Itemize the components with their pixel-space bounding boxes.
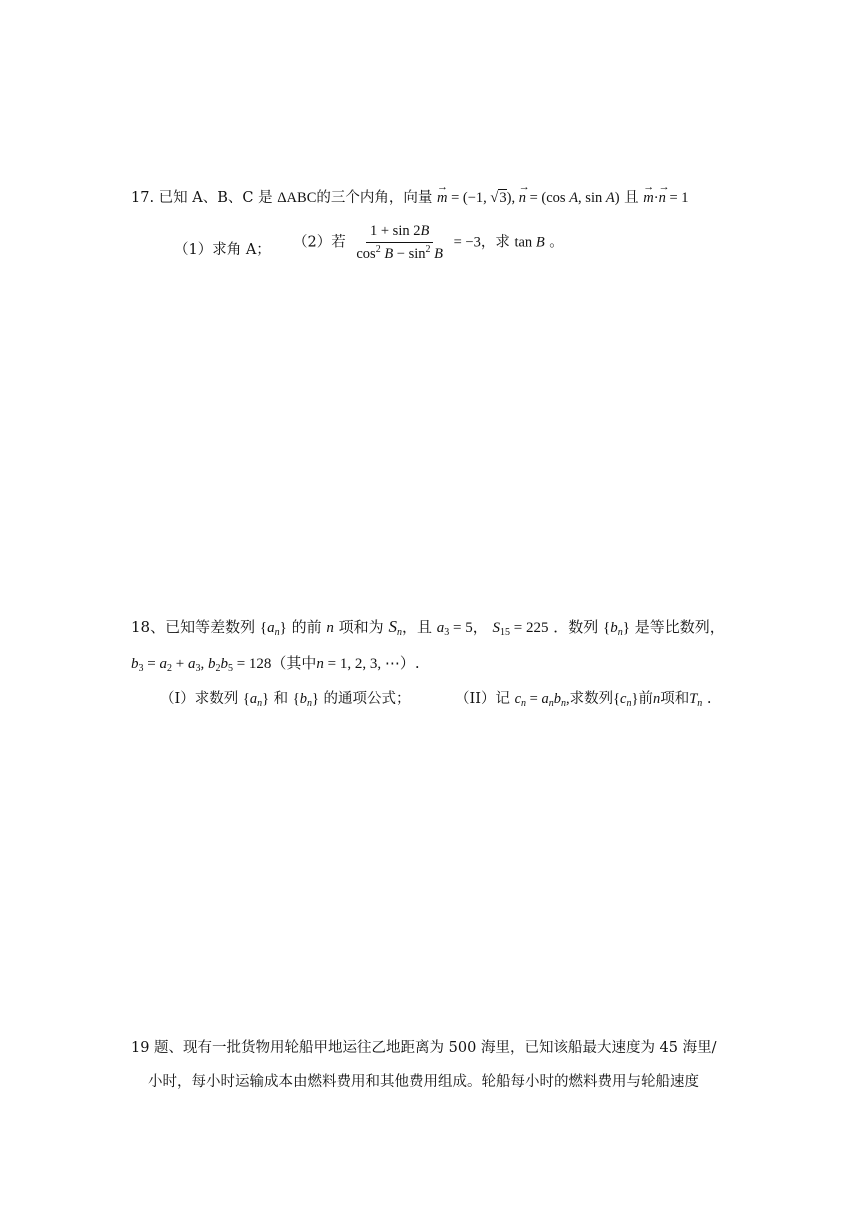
q18-sn: $S_n$ [388, 617, 402, 638]
q18-part2-b: 求数列 [569, 691, 614, 707]
q18-n-values: n = 1, 2, 3, ⋯ [316, 656, 400, 672]
q17-part2-suffix: ，求 [480, 234, 510, 251]
q18-text6: 是等比数列， [634, 618, 725, 636]
q18-part2-e: . [706, 691, 712, 707]
q18-cn-def: $c_n = a_nb_n$, [514, 691, 570, 709]
q17-tanb: tan B [514, 234, 545, 251]
q17-and: 且 [624, 190, 639, 206]
q18-cn-seq: $\{c_n\}$ [613, 691, 639, 709]
q18-text4: ， [472, 618, 488, 636]
q18-part1-seq-a: $\{a_n\}$ [242, 691, 270, 709]
q18-n: n [326, 620, 334, 636]
q18-line2 [131, 653, 420, 674]
q18-conditions: $b_3 = a_2 + a_3$, $b_2b_5 = 128$ [131, 656, 272, 674]
q18-part1-a: （I）求数列 [160, 691, 239, 707]
q18-tn: $T_n$ [689, 691, 703, 709]
q18-part2-n: n [652, 691, 661, 707]
q18-part2-c: 前 [638, 691, 653, 707]
q18-text3: ，且 [401, 618, 432, 636]
q19-line1: 19 题、现有一批货物用轮船甲地运往乙地距离为 500 海里，已知该船最大速度为 45 海里/ [131, 1040, 717, 1056]
q18-text7: （其中 [271, 654, 317, 672]
q17-part2-prefix: （2）若 [293, 234, 346, 251]
q17-part2-end: 。 [549, 234, 564, 251]
q18-part1-seq-b: $\{b_n\}$ [292, 691, 319, 709]
q17-part2 [293, 222, 564, 263]
q18-text5: ．数列 [553, 618, 599, 636]
q18-part1-b: 和 [273, 691, 289, 707]
q18-text1: 的前 [291, 618, 322, 636]
q18-line1 [131, 617, 725, 638]
q17-intro: 已知 A、B、C 是 [158, 190, 273, 206]
q17-mid: 的三个内角，向量 [316, 190, 433, 206]
q17-line1 [131, 188, 689, 208]
q18-part1 [160, 689, 411, 709]
q17-dot-product: → m·→ n = 1 [643, 190, 688, 206]
q18-lead: 18、已知等差数列 [131, 618, 256, 636]
q18-seq-a: $\{a_n\}$ [259, 620, 287, 638]
q18-part2 [455, 689, 712, 709]
q17-vectors: → m = (−1, √3), → n = (cos A, sin A) [437, 190, 620, 206]
q18-seq-b: $\{b_n\}$ [603, 620, 630, 638]
q18-part2-a: （II）记 [455, 691, 510, 707]
q17-fraction: $\frac{1 + \sin 2B}{\cos^2 B - \sin^2 B}$ [356, 223, 444, 262]
q18-part2-d: 项和 [660, 691, 690, 707]
q19-line2: 小时，每小时运输成本由燃料费用和其他费用组成。轮船每小时的燃料费用与轮船速度 [148, 1074, 699, 1090]
q18-a3: $a_3 = 5$ [436, 620, 473, 638]
q17-equals: = −3 [453, 234, 481, 251]
q18-s15: $S_{15} = 225$ [492, 620, 549, 638]
q18-text8: ）. [399, 654, 420, 672]
q17-number: 17. [131, 190, 155, 206]
q18-part1-c: 的通项公式； [323, 691, 411, 707]
q17-triangle: ΔABC [277, 190, 317, 206]
q18-text2: 项和为 [338, 618, 384, 636]
q17-part1: （1）求角 A； [174, 242, 271, 258]
